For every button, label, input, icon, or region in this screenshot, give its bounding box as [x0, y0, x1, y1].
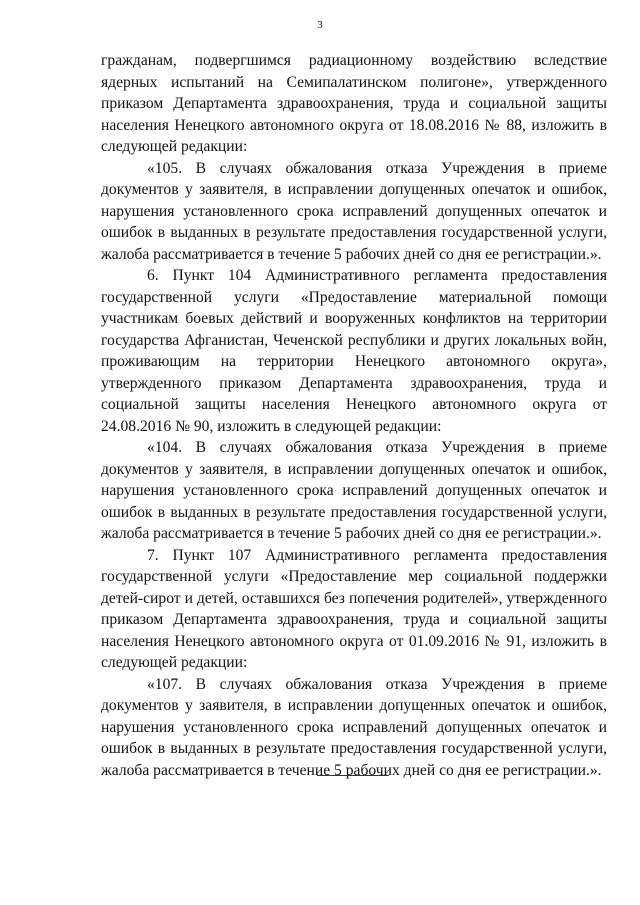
page-number: 3 — [317, 19, 323, 31]
document-body — [101, 50, 607, 781]
paragraph-quote-104: «104. В случаях обжалования отказа Учреждения в приеме документов у заявителя, в исправлении допущенных опечаток и ошибок, нарушения установленного срока исправлений допущенных опечаток и ошибок в выданных в результате предоставления государственной услуги, жалоба рассматривается в течение 5 рабочих дней со дня ее регистрации.». — [101, 439, 607, 542]
paragraph-quote-107: «107. В случаях обжалования отказа Учреждения в приеме документов у заявителя, в исправлении допущенных опечаток и ошибок, нарушения установленного срока исправлений допущенных опечаток и ошибок в выданных в результате предоставления государственной услуги, жалоба рассматривается в течение 5 рабочих дней со дня ее регистрации.». — [101, 675, 607, 779]
paragraph-item-6: 6. Пункт 104 Административного регламента предоставления государственной услуги «Предоставление материальной помощи участникам боевых действий и вооруженных конфликтов на территории государства Афганистан, Чеченской республики и других локальных войн, проживающим на территории Ненецкого автономного округа», утвержденного приказом Департамента здравоохранения, труда и социальной защиты населения Ненецкого автономного округа от 24.08.2016 № 90, изложить в следующей редакции: — [101, 267, 607, 435]
end-of-document-rule — [317, 775, 389, 776]
paragraph-continuation-item-5: гражданам, подвергшимся радиационному воздействию вследствие ядерных испытаний на Семипалатинском полигоне», утвержденного приказом Департамента здравоохранения, труда и социальной защиты населения Ненецкого автономного округа от 18.08.2016 № 88, изложить в следующей редакции: — [101, 52, 607, 155]
paragraph-item-7: 7. Пункт 107 Административного регламента предоставления государственной услуги «Предоставление мер социальной поддержки детей-сирот и детей, оставшихся без попечения родителей», утвержденного приказом Департамента здравоохранения, труда и социальной защиты населения Ненецкого автономного округа от 01.09.2016 № 91, изложить в следующей редакции: — [101, 546, 607, 671]
paragraph-quote-105: «105. В случаях обжалования отказа Учреждения в приеме документов у заявителя, в исправлении допущенных опечаток и ошибок, нарушения установленного срока исправлений допущенных опечаток и ошибок в выданных в результате предоставления государственной услуги, жалоба рассматривается в течение 5 рабочих дней со дня ее регистрации.». — [101, 159, 607, 263]
